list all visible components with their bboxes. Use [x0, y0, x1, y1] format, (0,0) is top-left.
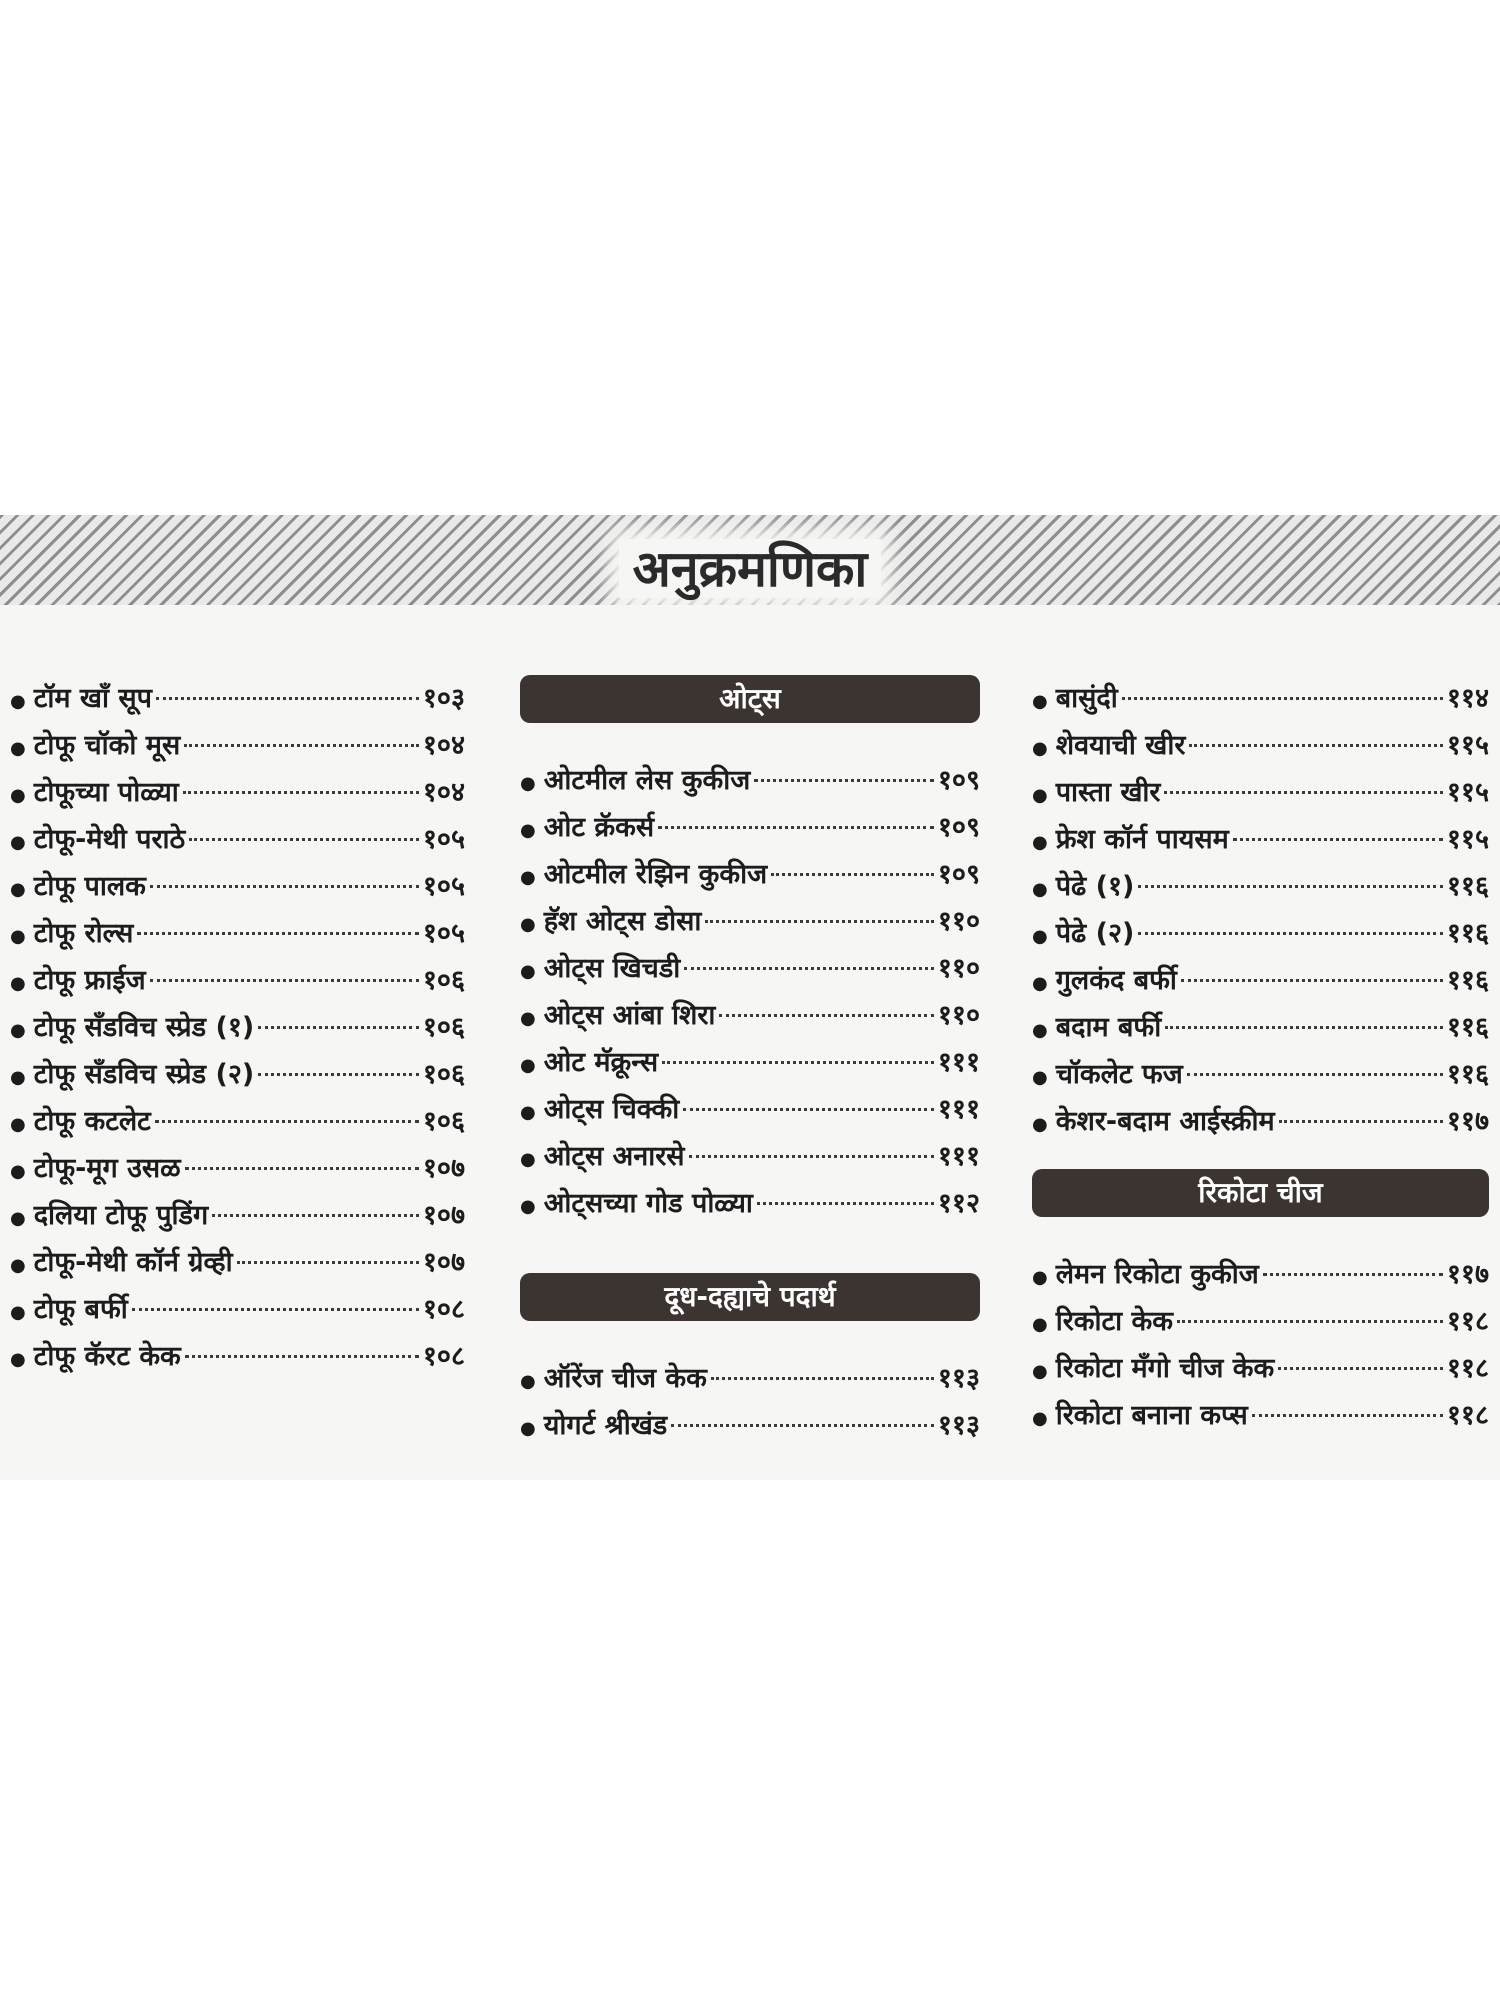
dot-leader [1187, 1073, 1443, 1076]
entry-label: ओट क्रॅकर्स [543, 812, 655, 843]
index-entry [10, 1098, 465, 1145]
bullet-icon: ● [10, 879, 26, 900]
entry-label: टोफू सँडविच स्प्रेड (१) [33, 1012, 255, 1043]
entry-label: टोफू-मेथी कॉर्न ग्रेव्ही [33, 1247, 233, 1278]
dot-leader [1177, 1320, 1443, 1323]
index-entry [1032, 1392, 1489, 1439]
entry-label: टोफूच्या पोळ्या [33, 777, 179, 808]
entry-page-number: ११२ [937, 1188, 980, 1219]
dot-leader [156, 697, 419, 700]
index-entry [520, 757, 980, 804]
entry-page-number: १०७ [422, 1247, 465, 1278]
entry-label: ओटमील रेझिन कुकीज [543, 859, 768, 890]
entry-page-number: ११५ [1446, 824, 1489, 855]
entry-label: लेमन रिकोटा कुकीज [1055, 1259, 1259, 1290]
column-3 [1032, 675, 1489, 1439]
index-entry [1032, 769, 1489, 816]
entry-label: हॅश ओट्स डोसा [543, 906, 702, 937]
entry-label: टोफू-मूग उसळ [33, 1153, 181, 1184]
entry-page-number: १०५ [422, 824, 465, 855]
dot-leader [1164, 791, 1442, 794]
dot-leader [150, 885, 419, 888]
index-entry [10, 816, 465, 863]
entry-page-number: १०६ [422, 1012, 465, 1043]
dot-leader [1138, 885, 1442, 888]
entry-label: टोफू कटलेट [33, 1106, 151, 1137]
index-entry [520, 1180, 980, 1227]
entry-page-number: ११० [937, 953, 980, 984]
bullet-icon: ● [1032, 1361, 1048, 1382]
entry-label: ओट्स खिचडी [543, 953, 681, 984]
dot-leader [1278, 1367, 1443, 1370]
dot-leader [1263, 1273, 1443, 1276]
entry-label: बासुंदी [1055, 683, 1118, 714]
dot-leader [184, 744, 419, 747]
entry-page-number: १०६ [422, 1059, 465, 1090]
index-entry [10, 1051, 465, 1098]
index-entry [520, 992, 980, 1039]
bullet-icon: ● [10, 691, 26, 712]
dot-leader [705, 920, 933, 923]
bullet-icon: ● [10, 832, 26, 853]
bullet-icon: ● [520, 1149, 536, 1170]
entry-label: रिकोटा केक [1055, 1306, 1173, 1337]
oats-list [520, 757, 980, 1227]
dot-leader [132, 1308, 419, 1311]
bullet-icon: ● [1032, 1020, 1048, 1041]
index-entry [520, 804, 980, 851]
index-entry [520, 1402, 980, 1449]
entry-page-number: ११८ [1446, 1400, 1489, 1431]
bullet-icon: ● [520, 1196, 536, 1217]
dot-leader [662, 1061, 934, 1064]
bullet-icon: ● [520, 1008, 536, 1029]
bullet-icon: ● [10, 1067, 26, 1088]
bullet-icon: ● [10, 738, 26, 759]
entry-label: पेढे (२) [1055, 918, 1135, 949]
index-entry [1032, 1098, 1489, 1145]
dot-leader [1233, 838, 1443, 841]
index-entry [1032, 957, 1489, 1004]
entry-page-number: ११८ [1446, 1306, 1489, 1337]
entry-label: केशर-बदाम आईस्क्रीम [1055, 1106, 1275, 1137]
entry-page-number: १११ [937, 1094, 980, 1125]
entry-label: रिकोटा बनाना कप्स [1055, 1400, 1248, 1431]
dot-leader [258, 1073, 419, 1076]
dot-leader [1279, 1120, 1443, 1123]
entry-page-number: ११३ [937, 1363, 980, 1394]
entry-label: टोफू सँडविच स्प्रेड (२) [33, 1059, 255, 1090]
index-entry [520, 898, 980, 945]
entry-label: ओट्स अनारसे [543, 1141, 685, 1172]
index-entry [10, 769, 465, 816]
bullet-icon: ● [1032, 1114, 1048, 1135]
bullet-icon: ● [1032, 738, 1048, 759]
page-title: अनुक्रमणिका [0, 533, 1500, 601]
entry-page-number: १०८ [422, 1341, 465, 1372]
bullet-icon: ● [520, 1102, 536, 1123]
dot-leader [671, 1424, 934, 1427]
index-entry [1032, 1004, 1489, 1051]
entry-page-number: १०४ [422, 777, 465, 808]
index-entry [10, 722, 465, 769]
bullet-icon: ● [520, 961, 536, 982]
entry-page-number: ११३ [937, 1410, 980, 1441]
index-entry [10, 675, 465, 722]
bullet-icon: ● [10, 926, 26, 947]
entry-label: टोफू फ्राईज [33, 965, 146, 996]
index-entry [10, 1333, 465, 1380]
bullet-icon: ● [10, 785, 26, 806]
section-heading-oats: ओट्स [520, 675, 980, 723]
dot-leader [754, 779, 934, 782]
dot-leader [137, 932, 419, 935]
entry-label: टोफू कॅरट केक [33, 1341, 181, 1372]
entry-page-number: ११५ [1446, 777, 1489, 808]
dot-leader [1165, 1026, 1443, 1029]
bullet-icon: ● [1032, 691, 1048, 712]
bullet-icon: ● [1032, 1408, 1048, 1429]
dot-leader [1252, 1414, 1443, 1417]
index-page [0, 515, 1500, 1480]
bullet-icon: ● [1032, 1067, 1048, 1088]
sweets-list [1032, 675, 1489, 1145]
index-entry [1032, 1345, 1489, 1392]
entry-page-number: ११७ [1446, 1106, 1489, 1137]
bullet-icon: ● [1032, 832, 1048, 853]
dot-leader [1181, 979, 1443, 982]
dot-leader [185, 1167, 419, 1170]
dot-leader [683, 1108, 934, 1111]
entry-page-number: १०९ [937, 859, 980, 890]
entry-page-number: १०५ [422, 871, 465, 902]
dot-leader [189, 838, 419, 841]
index-entry [520, 851, 980, 898]
entry-label: रिकोटा मँगो चीज केक [1055, 1353, 1275, 1384]
entry-label: शेवयाची खीर [1055, 730, 1186, 761]
index-entry [1032, 1298, 1489, 1345]
entry-label: फ्रेश कॉर्न पायसम [1055, 824, 1229, 855]
entry-page-number: १०९ [937, 812, 980, 843]
bullet-icon: ● [1032, 785, 1048, 806]
dot-leader [684, 967, 934, 970]
column-1 [10, 675, 465, 1380]
entry-label: ओट्सच्या गोड पोळ्या [543, 1188, 753, 1219]
index-entry [10, 1145, 465, 1192]
dot-leader [771, 873, 934, 876]
entry-label: पास्ता खीर [1055, 777, 1161, 808]
bullet-icon: ● [1032, 1267, 1048, 1288]
index-entry [1032, 816, 1489, 863]
bullet-icon: ● [10, 1302, 26, 1323]
entry-page-number: १०३ [422, 683, 465, 714]
dot-leader [155, 1120, 419, 1123]
entry-label: टोफू-मेथी पराठे [33, 824, 186, 855]
bullet-icon: ● [1032, 973, 1048, 994]
entry-page-number: ११८ [1446, 1353, 1489, 1384]
index-entry [10, 1239, 465, 1286]
section-heading-dairy: दूध-दह्याचे पदार्थ [520, 1273, 980, 1321]
entry-page-number: १०७ [422, 1200, 465, 1231]
entry-label: योगर्ट श्रीखंड [543, 1410, 668, 1441]
entry-page-number: १११ [937, 1047, 980, 1078]
bullet-icon: ● [520, 1371, 536, 1392]
entry-page-number: १०६ [422, 965, 465, 996]
index-entry [10, 1192, 465, 1239]
entry-page-number: ११७ [1446, 1259, 1489, 1290]
dot-leader [757, 1202, 934, 1205]
section-heading-ricotta: रिकोटा चीज [1032, 1169, 1489, 1217]
entry-label: टोफू रोल्स [33, 918, 134, 949]
index-entry [520, 1039, 980, 1086]
dot-leader [1122, 697, 1443, 700]
entry-page-number: ११० [937, 1000, 980, 1031]
index-entry [520, 1086, 980, 1133]
index-entry [1032, 910, 1489, 957]
bullet-icon: ● [1032, 1314, 1048, 1335]
index-entry [10, 957, 465, 1004]
entry-page-number: ११६ [1446, 871, 1489, 902]
entry-page-number: १०९ [937, 765, 980, 796]
bullet-icon: ● [520, 773, 536, 794]
entry-page-number: ११५ [1446, 730, 1489, 761]
entry-label: टोफू पालक [33, 871, 146, 902]
ricotta-list [1032, 1251, 1489, 1439]
dot-leader [1138, 932, 1442, 935]
bullet-icon: ● [10, 1255, 26, 1276]
entry-label: पेढे (१) [1055, 871, 1135, 902]
dot-leader [689, 1155, 934, 1158]
index-entry [1032, 1051, 1489, 1098]
dot-leader [212, 1214, 419, 1217]
entry-page-number: ११६ [1446, 1012, 1489, 1043]
index-entry [10, 910, 465, 957]
dairy-list [520, 1355, 980, 1449]
bullet-icon: ● [520, 914, 536, 935]
bullet-icon: ● [520, 1418, 536, 1439]
dot-leader [1189, 744, 1442, 747]
entry-page-number: ११४ [1446, 683, 1489, 714]
entry-label: ओट्स आंबा शिरा [543, 1000, 716, 1031]
dot-leader [237, 1261, 419, 1264]
entry-page-number: ११६ [1446, 965, 1489, 996]
entry-label: ओटमील लेस कुकीज [543, 765, 751, 796]
bullet-icon: ● [10, 1208, 26, 1229]
dot-leader [258, 1026, 419, 1029]
index-entry [10, 1286, 465, 1333]
bullet-icon: ● [520, 1055, 536, 1076]
index-entry [10, 863, 465, 910]
entry-label: चॉकलेट फज [1055, 1059, 1183, 1090]
entry-page-number: ११६ [1446, 1059, 1489, 1090]
dot-leader [185, 1355, 419, 1358]
index-entry [520, 945, 980, 992]
entry-page-number: १०७ [422, 1153, 465, 1184]
entry-page-number: १०८ [422, 1294, 465, 1325]
bullet-icon: ● [10, 973, 26, 994]
index-entry [1032, 722, 1489, 769]
entry-page-number: १०४ [422, 730, 465, 761]
entry-label: ऑरेंज चीज केक [543, 1363, 707, 1394]
bullet-icon: ● [1032, 926, 1048, 947]
dot-leader [150, 979, 419, 982]
entry-label: बदाम बर्फी [1055, 1012, 1162, 1043]
index-entry [520, 1133, 980, 1180]
index-entry [520, 1355, 980, 1402]
bullet-icon: ● [10, 1114, 26, 1135]
entry-label: दलिया टोफू पुडिंग [33, 1200, 209, 1231]
index-entry [1032, 863, 1489, 910]
bullet-icon: ● [520, 820, 536, 841]
bullet-icon: ● [10, 1161, 26, 1182]
entry-label: गुलकंद बर्फी [1055, 965, 1177, 996]
entry-label: टोफू बर्फी [33, 1294, 128, 1325]
bullet-icon: ● [520, 867, 536, 888]
entry-page-number: १०५ [422, 918, 465, 949]
bullet-icon: ● [10, 1349, 26, 1370]
entry-label: टोफू चॉको मूस [33, 730, 181, 761]
entry-page-number: ११० [937, 906, 980, 937]
column-2 [520, 675, 980, 1449]
dot-leader [719, 1014, 933, 1017]
bullet-icon: ● [10, 1020, 26, 1041]
index-entry [1032, 1251, 1489, 1298]
dot-leader [658, 826, 934, 829]
index-entry [10, 1004, 465, 1051]
dot-leader [183, 791, 419, 794]
entry-label: ओट्स चिक्की [543, 1094, 680, 1125]
bullet-icon: ● [1032, 879, 1048, 900]
entry-page-number: ११६ [1446, 918, 1489, 949]
entry-label: ओट मॅक्रून्स [543, 1047, 659, 1078]
entry-page-number: १११ [937, 1141, 980, 1172]
dot-leader [711, 1377, 934, 1380]
entry-page-number: १०६ [422, 1106, 465, 1137]
index-entry [1032, 675, 1489, 722]
entry-label: टॉम खॉं सूप [33, 683, 152, 714]
